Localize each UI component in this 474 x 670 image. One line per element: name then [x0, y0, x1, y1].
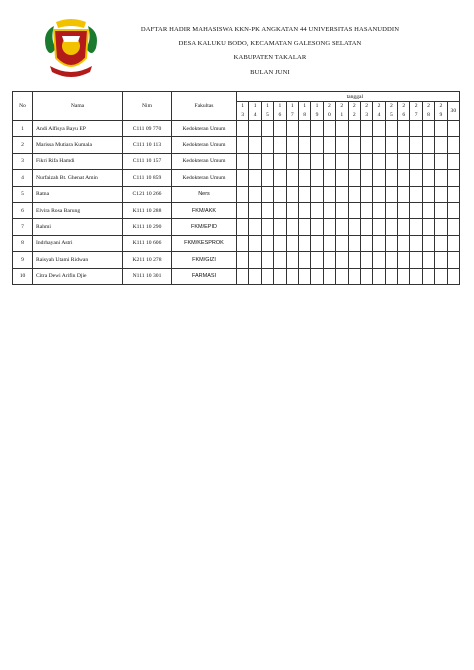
- day-digit: 8: [427, 112, 430, 118]
- attendance-cell: [237, 235, 249, 251]
- attendance-cell: [385, 202, 397, 218]
- student-nim: K111 10 290: [123, 219, 172, 235]
- student-name: Andi Alfisya Bayu EP: [33, 121, 123, 137]
- table-row: [13, 202, 460, 218]
- attendance-cell: [422, 202, 434, 218]
- attendance-cell: [385, 137, 397, 153]
- attendance-cell: [311, 219, 323, 235]
- attendance-cell: [385, 268, 397, 284]
- day-digit: 1: [290, 103, 294, 109]
- attendance-cell: [336, 268, 348, 284]
- attendance-cell: [373, 202, 385, 218]
- student-name: Citra Dewi Arifin Djie: [33, 268, 123, 284]
- attendance-cell: [398, 170, 410, 186]
- attendance-cell: [286, 186, 298, 202]
- attendance-cell: [249, 252, 261, 268]
- student-faculty: Kedokteran Umum: [172, 153, 237, 169]
- attendance-cell: [398, 186, 410, 202]
- day-digit: 7: [414, 112, 418, 118]
- attendance-cell: [249, 235, 261, 251]
- attendance-cell: [422, 268, 434, 284]
- attendance-cell: [323, 202, 335, 218]
- attendance-cell: [447, 170, 459, 186]
- student-faculty: FKM/KESPROK: [172, 235, 237, 251]
- attendance-cell: [360, 268, 372, 284]
- day-header-cell: [311, 102, 323, 121]
- day-header-cell: [360, 102, 372, 121]
- day-digit: 1: [340, 112, 344, 118]
- student-name: Rahmi: [33, 219, 123, 235]
- student-faculty: FKM/GIZI: [172, 252, 237, 268]
- attendance-cell: [261, 170, 273, 186]
- header-no: No: [13, 92, 33, 121]
- table-row: [13, 235, 460, 251]
- attendance-cell: [435, 121, 447, 137]
- attendance-cell: [274, 235, 286, 251]
- attendance-cell: [447, 252, 459, 268]
- attendance-cell: [336, 186, 348, 202]
- attendance-cell: [249, 137, 261, 153]
- attendance-cell: [274, 121, 286, 137]
- attendance-cell: [336, 137, 348, 153]
- row-number: 8: [13, 235, 33, 251]
- day-digit: 4: [253, 112, 257, 118]
- table-row: [13, 252, 460, 268]
- attendance-cell: [298, 235, 310, 251]
- attendance-cell: [261, 202, 273, 218]
- attendance-cell: [422, 252, 434, 268]
- header-village: DESA KALUKU BODO, KECAMATAN GALESONG SELATAN: [178, 40, 362, 47]
- day-header-cell: [410, 102, 422, 121]
- header-nama: Nama: [33, 92, 123, 121]
- attendance-cell: [311, 252, 323, 268]
- attendance-cell: [447, 186, 459, 202]
- attendance-cell: [286, 268, 298, 284]
- attendance-cell: [237, 268, 249, 284]
- attendance-cell: [385, 235, 397, 251]
- attendance-cell: [274, 202, 286, 218]
- attendance-cell: [261, 121, 273, 137]
- attendance-cell: [323, 219, 335, 235]
- attendance-cell: [323, 186, 335, 202]
- student-faculty: FARMASI: [172, 268, 237, 284]
- day-header-cell: [422, 102, 434, 121]
- student-name: Nurfaizah Bt. Ghenat Amin: [33, 170, 123, 186]
- attendance-cell: [360, 153, 372, 169]
- day-digit: 2: [439, 103, 443, 109]
- day-header-cell: [274, 102, 286, 121]
- attendance-cell: [286, 137, 298, 153]
- attendance-cell: [237, 137, 249, 153]
- attendance-cell: [398, 153, 410, 169]
- attendance-cell: [249, 186, 261, 202]
- attendance-cell: [398, 268, 410, 284]
- attendance-cell: [373, 137, 385, 153]
- header-regency: KABUPATEN TAKALAR: [233, 54, 307, 61]
- attendance-cell: [348, 235, 360, 251]
- attendance-cell: [323, 268, 335, 284]
- day-digit: 2: [365, 103, 368, 109]
- day-header-cell: [298, 102, 310, 121]
- day-digit: 0: [328, 112, 331, 118]
- day-digit: 8: [303, 112, 307, 118]
- attendance-cell: [311, 268, 323, 284]
- attendance-cell: [311, 121, 323, 137]
- attendance-cell: [422, 186, 434, 202]
- attendance-cell: [373, 153, 385, 169]
- attendance-cell: [398, 137, 410, 153]
- attendance-cell: [336, 219, 348, 235]
- day-header-cell: [447, 102, 459, 121]
- attendance-cell: [410, 202, 422, 218]
- attendance-cell: [360, 252, 372, 268]
- row-number: 9: [13, 252, 33, 268]
- student-faculty: Kedokteran Umum: [172, 121, 237, 137]
- attendance-cell: [435, 186, 447, 202]
- student-faculty: Kedokteran Umum: [172, 170, 237, 186]
- attendance-cell: [237, 153, 249, 169]
- attendance-cell: [261, 186, 273, 202]
- attendance-cell: [447, 219, 459, 235]
- day-header-cell: [323, 102, 335, 121]
- attendance-cell: [422, 219, 434, 235]
- attendance-cell: [422, 170, 434, 186]
- attendance-cell: [298, 153, 310, 169]
- attendance-cell: [286, 219, 298, 235]
- attendance-cell: [336, 121, 348, 137]
- attendance-cell: [385, 170, 397, 186]
- day-digit: 5: [266, 112, 269, 118]
- attendance-cell: [435, 153, 447, 169]
- row-number: 7: [13, 219, 33, 235]
- attendance-cell: [360, 186, 372, 202]
- attendance-cell: [435, 268, 447, 284]
- attendance-cell: [249, 153, 261, 169]
- student-nim: C111 10 157: [123, 153, 172, 169]
- attendance-cell: [385, 219, 397, 235]
- table-row: [13, 121, 460, 137]
- attendance-cell: [422, 121, 434, 137]
- attendance-cell: [298, 268, 310, 284]
- attendance-cell: [237, 121, 249, 137]
- attendance-cell: [274, 170, 286, 186]
- attendance-cell: [410, 121, 422, 137]
- header-month: BULAN JUNI: [250, 69, 290, 76]
- attendance-cell: [298, 186, 310, 202]
- attendance-cell: [447, 202, 459, 218]
- student-nim: C111 09 770: [123, 121, 172, 137]
- attendance-cell: [348, 153, 360, 169]
- day-header-cell: [286, 102, 298, 121]
- attendance-cell: [348, 186, 360, 202]
- attendance-cell: [286, 252, 298, 268]
- attendance-cell: [422, 235, 434, 251]
- attendance-cell: [410, 219, 422, 235]
- day-header-cell: [435, 102, 447, 121]
- day-digit: 1: [315, 103, 319, 109]
- student-nim: K111 10 606: [123, 235, 172, 251]
- attendance-cell: [373, 219, 385, 235]
- attendance-cell: [311, 153, 323, 169]
- student-name: Elvira Rosa Barung: [33, 202, 123, 218]
- student-name: Raisyah Utami Ridwan: [33, 252, 123, 268]
- attendance-cell: [323, 121, 335, 137]
- day-digit: 2: [352, 112, 356, 118]
- attendance-cell: [435, 252, 447, 268]
- attendance-cell: [447, 235, 459, 251]
- attendance-cell: [410, 268, 422, 284]
- day-digit: 9: [315, 112, 319, 118]
- attendance-cell: [336, 153, 348, 169]
- attendance-cell: [311, 202, 323, 218]
- attendance-cell: [398, 202, 410, 218]
- row-number: 2: [13, 137, 33, 153]
- day-digit: 3: [365, 112, 368, 118]
- attendance-cell: [298, 121, 310, 137]
- student-faculty: Kedokteran Umum: [172, 137, 237, 153]
- attendance-cell: [422, 153, 434, 169]
- attendance-cell: [422, 137, 434, 153]
- day-header-cell: [398, 102, 410, 121]
- table-row: [13, 268, 460, 284]
- student-nim: K111 10 288: [123, 202, 172, 218]
- day-header-cell: [385, 102, 397, 121]
- table-row: [13, 153, 460, 169]
- attendance-cell: [237, 202, 249, 218]
- attendance-cell: [360, 202, 372, 218]
- attendance-cell: [336, 170, 348, 186]
- day-digit: 30: [450, 107, 457, 114]
- student-nim: C111 10 113: [123, 137, 172, 153]
- attendance-cell: [360, 219, 372, 235]
- attendance-cell: [249, 202, 261, 218]
- student-faculty: Ners: [172, 186, 237, 202]
- attendance-cell: [261, 137, 273, 153]
- attendance-cell: [385, 121, 397, 137]
- day-header-cell: [336, 102, 348, 121]
- header-fakultas: Fakultas: [172, 92, 237, 121]
- attendance-cell: [373, 235, 385, 251]
- attendance-cell: [373, 186, 385, 202]
- row-number: 6: [13, 202, 33, 218]
- day-digit: 2: [402, 103, 406, 109]
- attendance-cell: [286, 202, 298, 218]
- attendance-cell: [410, 252, 422, 268]
- attendance-cell: [249, 219, 261, 235]
- header-tanggal: tanggal: [237, 92, 460, 102]
- attendance-cell: [385, 186, 397, 202]
- attendance-cell: [237, 219, 249, 235]
- attendance-cell: [410, 170, 422, 186]
- day-digit: 1: [303, 103, 307, 109]
- header-nim: Nim: [123, 92, 172, 121]
- attendance-cell: [398, 252, 410, 268]
- student-nim: C111 10 859: [123, 170, 172, 186]
- attendance-cell: [348, 252, 360, 268]
- row-number: 5: [13, 186, 33, 202]
- attendance-cell: [360, 170, 372, 186]
- day-digit: 3: [241, 112, 245, 118]
- attendance-cell: [298, 252, 310, 268]
- day-digit: 2: [414, 103, 418, 109]
- attendance-cell: [360, 235, 372, 251]
- day-digit: 1: [278, 103, 282, 109]
- row-number: 1: [13, 121, 33, 137]
- attendance-cell: [261, 268, 273, 284]
- attendance-cell: [435, 219, 447, 235]
- day-header-cell: [373, 102, 385, 121]
- student-name: Ratna: [33, 186, 123, 202]
- day-header-cell: [348, 102, 360, 121]
- attendance-cell: [274, 252, 286, 268]
- attendance-cell: [410, 153, 422, 169]
- student-faculty: FKM/AKK: [172, 202, 237, 218]
- attendance-cell: [348, 268, 360, 284]
- attendance-cell: [348, 121, 360, 137]
- attendance-cell: [373, 268, 385, 284]
- attendance-cell: [261, 235, 273, 251]
- student-name: Marissa Mutiara Kumala: [33, 137, 123, 153]
- student-nim: N111 10 301: [123, 268, 172, 284]
- attendance-cell: [286, 235, 298, 251]
- attendance-cell: [410, 137, 422, 153]
- attendance-cell: [348, 219, 360, 235]
- table-header-row: [13, 92, 460, 102]
- attendance-cell: [237, 170, 249, 186]
- day-digit: 4: [377, 112, 381, 118]
- table-row: [13, 186, 460, 202]
- attendance-cell: [348, 137, 360, 153]
- university-crest-icon: [40, 18, 102, 80]
- attendance-cell: [249, 268, 261, 284]
- attendance-cell: [447, 137, 459, 153]
- day-header-cell: [261, 102, 273, 121]
- attendance-cell: [323, 235, 335, 251]
- table-row: [13, 219, 460, 235]
- attendance-cell: [360, 137, 372, 153]
- attendance-cell: [311, 137, 323, 153]
- attendance-cell: [348, 202, 360, 218]
- attendance-cell: [385, 153, 397, 169]
- day-digit: 1: [241, 103, 245, 109]
- attendance-cell: [286, 170, 298, 186]
- attendance-cell: [274, 268, 286, 284]
- attendance-cell: [323, 170, 335, 186]
- attendance-cell: [274, 186, 286, 202]
- attendance-cell: [398, 219, 410, 235]
- attendance-cell: [410, 235, 422, 251]
- day-digit: 2: [427, 103, 430, 109]
- attendance-cell: [435, 235, 447, 251]
- attendance-cell: [410, 186, 422, 202]
- attendance-cell: [323, 252, 335, 268]
- attendance-cell: [249, 121, 261, 137]
- attendance-cell: [249, 170, 261, 186]
- attendance-cell: [261, 153, 273, 169]
- attendance-cell: [298, 170, 310, 186]
- attendance-cell: [447, 153, 459, 169]
- attendance-cell: [373, 170, 385, 186]
- attendance-cell: [298, 137, 310, 153]
- attendance-cell: [398, 235, 410, 251]
- attendance-cell: [373, 252, 385, 268]
- header-title: DAFTAR HADIR MAHASISWA KKN-PK ANGKATAN 44 UNIVERSITAS HASANUDDIN: [140, 26, 400, 33]
- attendance-cell: [311, 170, 323, 186]
- attendance-cell: [435, 137, 447, 153]
- day-digit: 2: [328, 103, 331, 109]
- row-number: 4: [13, 170, 33, 186]
- attendance-cell: [360, 121, 372, 137]
- attendance-cell: [298, 219, 310, 235]
- attendance-cell: [323, 153, 335, 169]
- attendance-cell: [237, 252, 249, 268]
- attendance-cell: [447, 268, 459, 284]
- attendance-cell: [286, 153, 298, 169]
- attendance-cell: [261, 219, 273, 235]
- day-digit: 2: [352, 103, 356, 109]
- attendance-cell: [435, 170, 447, 186]
- attendance-cell: [311, 186, 323, 202]
- day-digit: 2: [340, 103, 344, 109]
- student-nim: C121 10 266: [123, 186, 172, 202]
- attendance-cell: [311, 235, 323, 251]
- attendance-cell: [274, 137, 286, 153]
- day-header-cell: [249, 102, 261, 121]
- day-digit: 9: [439, 112, 443, 118]
- attendance-cell: [237, 186, 249, 202]
- attendance-cell: [398, 121, 410, 137]
- student-faculty: FKM/EPID: [172, 219, 237, 235]
- day-digit: 6: [402, 112, 406, 118]
- attendance-cell: [298, 202, 310, 218]
- day-digit: 1: [266, 103, 269, 109]
- attendance-cell: [385, 252, 397, 268]
- attendance-cell: [348, 170, 360, 186]
- row-number: 10: [13, 268, 33, 284]
- attendance-cell: [274, 219, 286, 235]
- student-name: Fikri Rifa Hamdi: [33, 153, 123, 169]
- day-digit: 7: [290, 112, 294, 118]
- attendance-cell: [447, 121, 459, 137]
- day-digit: 5: [389, 112, 393, 118]
- row-number: 3: [13, 153, 33, 169]
- day-digit: 1: [253, 103, 257, 109]
- attendance-cell: [323, 137, 335, 153]
- day-digit: 2: [377, 103, 381, 109]
- table-row: [13, 137, 460, 153]
- student-nim: K211 10 278: [123, 252, 172, 268]
- attendance-cell: [435, 202, 447, 218]
- day-digit: 6: [278, 112, 282, 118]
- attendance-cell: [373, 121, 385, 137]
- attendance-cell: [286, 121, 298, 137]
- attendance-cell: [336, 252, 348, 268]
- attendance-table: [12, 91, 460, 285]
- attendance-cell: [336, 235, 348, 251]
- day-digit: 2: [389, 103, 393, 109]
- day-header-cell: [237, 102, 249, 121]
- table-row: [13, 170, 460, 186]
- attendance-cell: [336, 202, 348, 218]
- student-name: Indrhayani Astri: [33, 235, 123, 251]
- attendance-cell: [274, 153, 286, 169]
- attendance-cell: [261, 252, 273, 268]
